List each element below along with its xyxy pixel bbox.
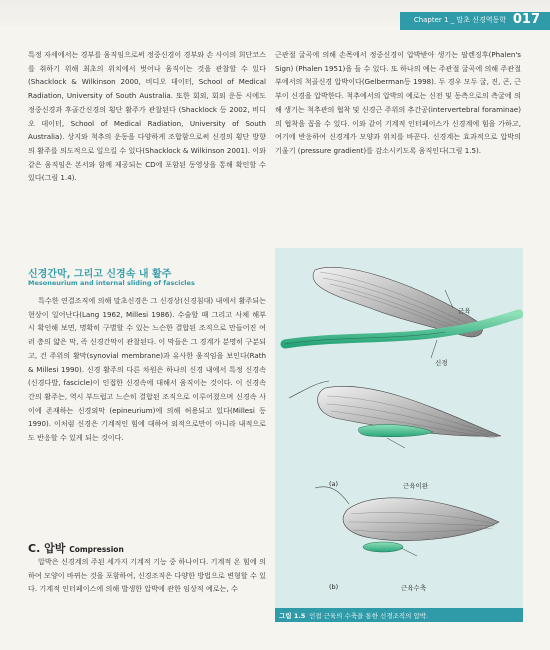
heading-korean: C. 압박	[28, 542, 66, 555]
paragraph: 특정 자세에서는 경부를 움직임으로써 정중신경이 경부와 손 사이의 희단코스를 취하기 위해 최초의 위치에서 벗어나 움직이는 것을 관찰할 수 있다(Shacklock & Wilkinson 2000, 비디오 데이터, School of Medical Radiation, University of South Australia. 또한 회외, 회외 운동 시에도 정중신경과 후골간신경의 횡단 활주가 관찰된다 (Shacklock 등 2002, 비디오 데이터, School of Medical Radiation, University of South Australia). 상지와 척추의 운동을 다양하게 조합함으로써 신경의 횡단 방향의 활주를 의도적으로 일으킬 수 있다(Shacklock & Wilkinson 2001). 이와 같은 움직임은 본서와 함께 제공되는 CD에 포함된 동영상을 통해 확인할 수 있다(그림 1.4).	[28, 50, 266, 183]
left-column-text	[28, 48, 266, 185]
panel-b-marker: (b)	[329, 583, 339, 591]
section-subtitle: Mesoneurium and internal sliding of fascicles	[28, 279, 195, 287]
section-title: 신경간막, 그리고 신경속 내 활주	[28, 269, 172, 280]
caption-number: 그림 1.5	[279, 612, 306, 620]
paragraph: 근관절 굴곡에 의해 손목에서 정중신경이 압박받아 생기는 팔렌징후(Phalen's Sign) (Phalen 1951)을 들 수 있다. 또 하나의 예는 주관절 굴곡에 의해 주관절부에서의 척골신경 압박이다(Gelberman등 1998). 두 경우 모두 굴, 진, 곤, 근부이 신경을 압박한다. 척추에서의 압박의 예로는 신전 및 동측으로의 측굴에 의해 생기는 척추관의 협착 및 신경근 주위의 추간공(intervertebral foraminae)의 협착을 꼽을 수 있다. 이와 같이 기계적 인터페이스가 신경계에 힘을 가하고, 여기에 반응하여 신경계가 모양과 위치를 바꾼다. 신경계는 효과적으로 압박의 기울기 (pressure gradient)를 감소시키도록 움직인다(그림 1.5).	[275, 50, 521, 155]
figure-illustration	[275, 248, 523, 608]
chapter-title: Chapter 1 _ 말초 신경역동학	[413, 16, 506, 24]
figure-caption	[275, 608, 523, 622]
section-heading-compression	[28, 540, 124, 556]
caption-text: 인접 근육의 수축을 통한 신경조직의 압박.	[309, 612, 429, 620]
heading-english: Compression	[69, 545, 124, 554]
figure-1-5	[275, 248, 523, 622]
right-column-text	[275, 48, 521, 158]
label-nerve: 신경	[435, 359, 448, 367]
page-number: 017	[512, 12, 540, 27]
label-muscle: 근육	[458, 307, 471, 315]
panel-b-label: 근육수축	[401, 584, 427, 592]
panel-a-marker: (a)	[329, 480, 339, 488]
section-body	[28, 294, 266, 445]
paragraph: 특수한 연결조직에 의해 말초신경은 그 신경상(신경침대) 내에서 활주되는 현상이 일어난다(Lang 1962, Millesi 1986). 수술할 때 그리고 사체 해부 시 확인해 보면, 명확히 구별할 수 있는 느슨한 결합된 조직으로 만들어진 여러 층의 얇은 막, 즉 신경간막이 관찰된다. 이 막들은 그 경계가 분명히 구분되고, 건 주위의 활막(synovial membrane)과 유사한 움직임을 보인다(Rath & Millesi 1990). 신경 활주의 다른 차원은 하나의 신경 내에서 특정 신경속(신경다발, fascicle)이 인접한 신경속에 대해서 움직이는 것이다. 이 신경속간의 활주는, 역시 부드럽고 느슨히 결합된 조직으로 이루어졌으며 신경속 사이에 존재하는 신경외막 (epineurium)에 의해 허용되고 있다(Millesi 등 1990). 이처럼 신경은 기계적인 힘에 대하여 외적으로만이 아니라 내적으로도 반응할 수 있게 되는 것이다.	[28, 296, 266, 443]
compression-body	[28, 555, 266, 596]
panel-a-label: 근육이완	[403, 482, 429, 490]
paragraph: 압박은 신경계의 주된 세가지 기계적 기능 중 하나이다. 기계적 온 힘에 의하여 모양이 바뀌는 것을 포함하여, 신경조직은 다양한 방법으로 변형할 수 있다. 기계적 인터페이스에 의해 발생한 압박에 관한 임상적 예로는, 수	[28, 557, 266, 594]
